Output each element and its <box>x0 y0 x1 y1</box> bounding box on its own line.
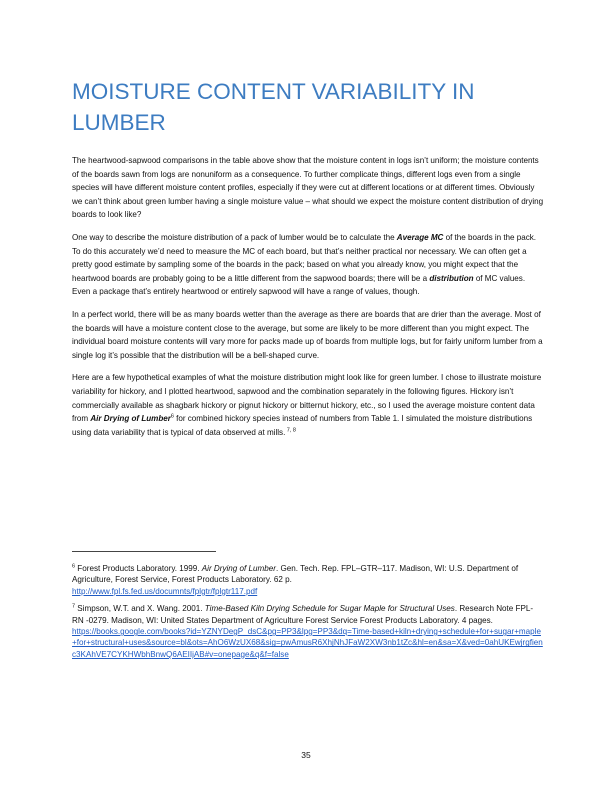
footnote-7-link[interactable]: https://books.google.com/books?id=YZNYDegP_dsC&pg=PP3&lpg=PP3&dq=Time-based+kiln+drying+schedule+for+sugar+maple+for+structural+uses&source=bl&ots=AhO6WzUX68&sig=pwAmusR6XhjNhJFaW2XW3nb1tZc&hl=en&sa=X&ved=0ahUKEwjrgfienc3KAhVE7CYKHWbhBnwQ6AEIIjAB#v=onepage&q&f=false <box>72 627 543 659</box>
paragraph-2-text-a: One way to describe the moisture distribution of a pack of lumber would be to calculate the <box>72 232 397 242</box>
footnote-6-number: 6 <box>72 563 76 570</box>
paragraph-4 <box>72 371 544 439</box>
footnote-7-title: Time-Based Kiln Drying Schedule for Sugar Maple for Structural Uses <box>204 604 455 614</box>
paragraph-2 <box>72 231 544 299</box>
footnote-6-text-a: Forest Products Laboratory. 1999. <box>75 564 202 573</box>
footnote-ref-6[interactable]: 6 <box>170 413 174 420</box>
footnote-7-text-c: . Research Note FPL-RN -0279. Madison, WI: United States Department of Agriculture Forest Service Forest Products Laboratory. 4 pages. <box>72 604 534 625</box>
paragraph-2-text-c: of the boards in the pack. To do this accurately we’d need to measure the MC of each board, but that’s neither practical nor necessary. We can often get a pretty good estimate by sampling some of the boards in the pack; based on what you already know, you might expect that the heartwood boards are probably going to be a little different from the sapwood boards; there will be a <box>72 232 536 283</box>
air-drying-title: Air Drying of Lumber <box>90 414 171 424</box>
footnote-6 <box>72 563 544 597</box>
paragraph-4-text-a: Here are a few hypothetical examples of what the moisture distribution might look like for green lumber. I chose to illustrate moisture variability for hickory, and I plotted heartwood, sapwood and the combination separately in the following figures. Hickory isn’t commercially available as shagbark hickory or pignut hickory or bitternut hickory, etc., so I used the average moisture content data from <box>72 373 542 424</box>
section-title: MOISTURE CONTENT VARIABILITY IN LUMBER <box>72 79 475 135</box>
paragraph-4-text-c: for combined hickory species instead of numbers from Table 1. I simulated the moisture distributions using data variability that is typical of data observed at mills. <box>72 414 533 437</box>
footnote-7-number: 7 <box>72 603 76 610</box>
page-number: 35 <box>301 750 311 760</box>
average-mc-term: Average MC <box>396 232 444 242</box>
distribution-term: distribution <box>429 273 474 283</box>
footnote-ref-7-8[interactable]: 7, 8 <box>285 427 296 433</box>
footnotes <box>72 563 544 666</box>
footnote-7-text-a: Simpson, W.T. and X. Wang. 2001. <box>75 604 205 614</box>
body-text <box>72 154 544 448</box>
footnote-6-link[interactable]: http://www.fpl.fs.fed.us/documnts/fplgtr/fplgtr117.pdf <box>72 586 258 596</box>
footnote-separator <box>72 551 216 552</box>
paragraph-1: The heartwood-sapwood comparisons in the table above show that the moisture content in logs isn’t uniform; the moisture contents of the boards sawn from logs are nonuniform as a consequence. To further complicate things, different logs even from a single species will have different moisture content profiles, especially if they were cut at different locations or at different times. Obviously we can’t think about green lumber having a single moisture value – what should we expect the moisture content distribution of drying boards to look like? <box>72 156 544 220</box>
footnote-6-title: Air Drying of Lumber <box>201 564 277 573</box>
paragraph-3: In a perfect world, there will be as many boards wetter than the average as there are boards that are drier than the average. Most of the boards will have a moisture content close to the average, but some are likely to be more different than you might expect. The individual board moisture contents will vary more for packs made up of boards from multiple logs, but for fairly uniform lumber from a single log it’s possible that the distribution will be a bell-shaped curve. <box>72 309 543 360</box>
footnote-6-text-c: . Gen. Tech. Rep. FPL–GTR–117. Madison, WI: U.S. Department of Agriculture, Forest Service, Forest Products Laboratory. 62 p. <box>72 564 519 585</box>
paragraph-2-text-e: of MC values. Even a package that’s entirely heartwood or entirely sapwood will have a range of values, though. <box>72 273 526 297</box>
footnote-7 <box>72 603 544 660</box>
